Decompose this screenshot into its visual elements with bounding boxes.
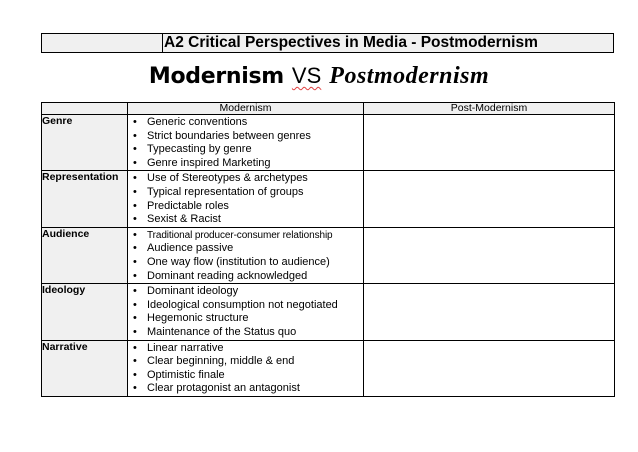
list-item: • Genre inspired Marketing [128,157,363,171]
table-row-audience [42,227,615,283]
heading-modernism: Modernism [148,64,284,89]
list-item: • Dominant ideology [128,285,363,299]
table-corner-cell [42,103,128,115]
list-item: • Dominant reading acknowledged [128,270,363,284]
post-modernism-cell-ideology [364,284,615,340]
post-modernism-cell-narrative [364,340,615,396]
row-label-representation: Representation [42,171,128,227]
table-header-row [42,103,615,115]
row-label-narrative: Narrative [42,340,128,396]
document-header [41,33,614,53]
modernism-list-narrative [128,341,363,396]
modernism-list-ideology [128,284,363,339]
comparison-table [41,102,615,397]
list-item: • Linear narrative [128,342,363,356]
list-item: • Predictable roles [128,200,363,214]
list-item: • Maintenance of the Status quo [128,326,363,340]
row-label-audience: Audience [42,227,128,283]
list-item: • Traditional producer-consumer relationship [128,229,363,243]
list-item: • Optimistic finale [128,369,363,383]
table-row-ideology [42,284,615,340]
list-item: • Clear beginning, middle & end [128,355,363,369]
heading-vs: VS [291,63,322,88]
list-item: • Typical representation of groups [128,186,363,200]
modernism-list-genre [128,115,363,170]
list-item: • Clear protagonist an antagonist [128,382,363,396]
list-item: • Sexist & Racist [128,213,363,227]
row-label-ideology: Ideology [42,284,128,340]
column-header-modernism: Modernism [128,103,364,115]
list-item: • Use of Stereotypes & archetypes [128,172,363,186]
list-item: • One way flow (institution to audience) [128,256,363,270]
row-label-genre: Genre [42,115,128,171]
document-title: A2 Critical Perspectives in Media - Postmodernism [164,34,538,51]
modernism-list-representation [128,171,363,226]
list-item: • Ideological consumption not negotiated [128,299,363,313]
post-modernism-cell-genre [364,115,615,171]
modernism-list-audience [128,228,363,283]
table-row-narrative [42,340,615,396]
list-item: • Generic conventions [128,116,363,130]
table-row-genre [42,115,615,171]
page-heading [0,62,638,91]
list-item: • Hegemonic structure [128,312,363,326]
post-modernism-cell-representation [364,171,615,227]
column-header-post-modernism: Post-Modernism [364,103,615,115]
list-item: • Typecasting by genre [128,143,363,157]
list-item: • Strict boundaries between genres [128,130,363,144]
heading-postmodernism: Postmodernism [329,63,490,89]
table-row-representation [42,171,615,227]
list-item: • Audience passive [128,242,363,256]
post-modernism-cell-audience [364,227,615,283]
